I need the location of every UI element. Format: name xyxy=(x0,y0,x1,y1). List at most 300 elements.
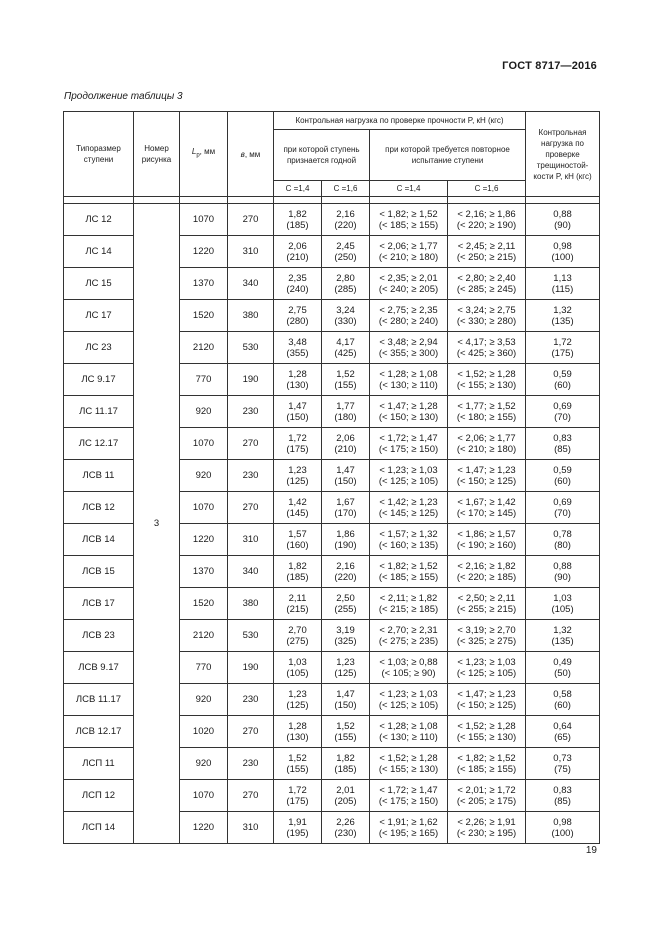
cell-crack-load-kgf: (135) xyxy=(551,315,574,327)
load-table xyxy=(63,111,600,844)
cell-retest-c14-kn: < 1,47; ≥ 1,28 xyxy=(379,400,438,412)
cell-accepted-c14 xyxy=(274,684,322,716)
cell-retest-c14-kn: < 1,82; ≥ 1,52 xyxy=(379,208,438,220)
cell-accepted-c14-kgf: (175) xyxy=(286,443,309,455)
cell-crack-load-kgf: (75) xyxy=(554,763,571,775)
cell-accepted-c16-kgf: (190) xyxy=(334,539,357,551)
cell-accepted-c14 xyxy=(274,396,322,428)
cell-b-kn: 230 xyxy=(242,470,259,481)
cell-size: ЛСВ 17 xyxy=(64,588,134,620)
cell-retest-c14-kgf: (< 125; ≥ 105) xyxy=(378,475,439,487)
cell-accepted-c14 xyxy=(274,812,322,844)
cell-b xyxy=(228,588,274,620)
cell-accepted-c14-kn: 1,47 xyxy=(288,400,307,412)
cell-size: ЛСП 11 xyxy=(64,748,134,780)
cell-crack-load-kgf: (90) xyxy=(554,571,571,583)
cell-lp xyxy=(180,652,228,684)
cell-b xyxy=(228,204,274,236)
cell-retest-c16-kn: < 2,16; ≥ 1,82 xyxy=(457,560,516,572)
cell-retest-c16 xyxy=(448,588,526,620)
cell-size: ЛСВ 15 xyxy=(64,556,134,588)
cell-lp-kn: 920 xyxy=(195,406,212,417)
cell-retest-c16-kn: < 1,52; ≥ 1,28 xyxy=(457,720,516,732)
cell-crack-load-kgf: (60) xyxy=(554,699,571,711)
cell-b xyxy=(228,780,274,812)
cell-retest-c16-kgf: (< 285; ≥ 245) xyxy=(456,283,517,295)
header-c16-retest: C =1,6 xyxy=(448,181,526,197)
cell-retest-c16-kn: < 1,47; ≥ 1,23 xyxy=(457,464,516,476)
cell-accepted-c14-kgf: (185) xyxy=(286,571,309,583)
cell-b xyxy=(228,524,274,556)
cell-crack-load xyxy=(526,428,600,460)
cell-lp xyxy=(180,492,228,524)
cell-retest-c16-kn: < 2,16; ≥ 1,86 xyxy=(457,208,516,220)
cell-accepted-c14-kn: 1,52 xyxy=(288,752,307,764)
cell-size: ЛСВ 14 xyxy=(64,524,134,556)
cell-b xyxy=(228,268,274,300)
cell-accepted-c14 xyxy=(274,716,322,748)
cell-crack-load-kgf: (90) xyxy=(554,219,571,231)
cell-crack-load-kn: 0,69 xyxy=(553,496,572,508)
cell-accepted-c14-kn: 1,28 xyxy=(288,720,307,732)
cell-retest-c16-kgf: (< 150; ≥ 125) xyxy=(456,699,517,711)
cell-crack-load-kn: 0,98 xyxy=(553,816,572,828)
cell-crack-load-kn: 0,49 xyxy=(553,656,572,668)
cell-accepted-c16-kgf: (250) xyxy=(334,251,357,263)
cell-retest-c14-kn: < 1,91; ≥ 1,62 xyxy=(379,816,438,828)
cell-accepted-c14 xyxy=(274,556,322,588)
cell-accepted-c14-kgf: (240) xyxy=(286,283,309,295)
cell-accepted-c14 xyxy=(274,364,322,396)
cell-accepted-c16-kn: 1,47 xyxy=(336,688,355,700)
cell-retest-c14-kn: < 2,35; ≥ 2,01 xyxy=(379,272,438,284)
cell-b-kn: 340 xyxy=(242,566,259,577)
cell-lp xyxy=(180,524,228,556)
cell-lp xyxy=(180,268,228,300)
cell-crack-load-kgf: (60) xyxy=(554,379,571,391)
cell-size: ЛСВ 11 xyxy=(64,460,134,492)
cell-accepted-c14 xyxy=(274,460,322,492)
cell-crack-load-kgf: (115) xyxy=(551,283,574,295)
cell-crack-load-kn: 0,88 xyxy=(553,560,572,572)
cell-crack-load xyxy=(526,716,600,748)
cell-b-kn: 310 xyxy=(242,246,259,257)
cell-retest-c16-kgf: (< 170; ≥ 145) xyxy=(456,507,517,519)
cell-crack-load-kgf: (85) xyxy=(554,443,571,455)
cell-retest-c16 xyxy=(448,620,526,652)
header-crack-load: Контрольная нагрузка по проверке трещиностой-кости P, кН (кгс) xyxy=(526,112,600,197)
cell-crack-load xyxy=(526,652,600,684)
cell-accepted-c16-kgf: (210) xyxy=(334,443,357,455)
cell-size: ЛСП 14 xyxy=(64,812,134,844)
cell-retest-c14-kgf: (< 175; ≥ 150) xyxy=(378,795,439,807)
cell-retest-c16-kgf: (< 150; ≥ 125) xyxy=(456,475,517,487)
cell-crack-load-kn: 0,64 xyxy=(553,720,572,732)
cell-retest-c14-kn: < 1,72; ≥ 1,47 xyxy=(379,432,438,444)
cell-retest-c14-kn: < 1,03; ≥ 0,88 xyxy=(379,656,438,668)
cell-lp-kn: 1070 xyxy=(192,214,215,225)
cell-accepted-c16-kn: 2,45 xyxy=(336,240,355,252)
spacer-cell xyxy=(526,197,600,204)
cell-retest-c16 xyxy=(448,684,526,716)
cell-retest-c14-kn: < 2,11; ≥ 1,82 xyxy=(379,592,438,604)
cell-accepted-c16-kn: 3,19 xyxy=(336,624,355,636)
cell-accepted-c16-kn: 1,77 xyxy=(336,400,355,412)
cell-crack-load-kgf: (100) xyxy=(551,251,574,263)
cell-retest-c14-kgf: (< 355; ≥ 300) xyxy=(378,347,439,359)
cell-retest-c14 xyxy=(370,588,448,620)
cell-retest-c14 xyxy=(370,460,448,492)
cell-b-kn: 190 xyxy=(242,374,259,385)
page-number: 19 xyxy=(585,845,597,856)
cell-accepted-c16-kgf: (220) xyxy=(334,219,357,231)
cell-retest-c14-kgf: (< 280; ≥ 240) xyxy=(378,315,439,327)
cell-retest-c16 xyxy=(448,812,526,844)
cell-retest-c14 xyxy=(370,748,448,780)
cell-crack-load xyxy=(526,748,600,780)
cell-accepted-c14 xyxy=(274,620,322,652)
cell-retest-c14-kgf: (< 240; ≥ 205) xyxy=(378,283,439,295)
cell-accepted-c16-kn: 1,82 xyxy=(336,752,355,764)
cell-retest-c16 xyxy=(448,492,526,524)
cell-accepted-c14-kn: 1,23 xyxy=(288,688,307,700)
cell-retest-c16-kn: < 3,24; ≥ 2,75 xyxy=(457,304,516,316)
cell-b xyxy=(228,652,274,684)
cell-retest-c16-kgf: (< 210; ≥ 180) xyxy=(456,443,517,455)
cell-b-kn: 270 xyxy=(242,502,259,513)
cell-accepted-c14 xyxy=(274,268,322,300)
cell-retest-c14 xyxy=(370,428,448,460)
cell-accepted-c16-kgf: (185) xyxy=(334,763,357,775)
cell-size: ЛС 17 xyxy=(64,300,134,332)
cell-accepted-c14-kgf: (145) xyxy=(286,507,309,519)
cell-retest-c14-kgf: (< 130; ≥ 110) xyxy=(379,379,438,391)
header-figure: Номер рисунка xyxy=(134,112,180,197)
cell-accepted-c14-kgf: (130) xyxy=(286,379,309,391)
cell-crack-load-kgf: (100) xyxy=(551,827,574,839)
header-c14-retest: C =1,4 xyxy=(370,181,448,197)
cell-lp-kn: 1020 xyxy=(192,726,215,737)
cell-accepted-c14 xyxy=(274,236,322,268)
cell-crack-load xyxy=(526,204,600,236)
cell-retest-c16-kgf: (< 220; ≥ 190) xyxy=(456,219,517,231)
cell-crack-load xyxy=(526,812,600,844)
header-b-symbol: в xyxy=(240,149,245,159)
cell-retest-c14-kn: < 1,42; ≥ 1,23 xyxy=(379,496,438,508)
cell-retest-c14 xyxy=(370,300,448,332)
cell-crack-load-kn: 0,83 xyxy=(553,784,572,796)
cell-retest-c16-kn: < 1,82; ≥ 1,52 xyxy=(457,752,516,764)
cell-crack-load xyxy=(526,524,600,556)
cell-retest-c16-kgf: (< 425; ≥ 360) xyxy=(456,347,517,359)
cell-retest-c16-kn: < 1,47; ≥ 1,23 xyxy=(457,688,516,700)
cell-crack-load-kgf: (105) xyxy=(551,603,574,615)
cell-lp xyxy=(180,716,228,748)
cell-lp-kn: 770 xyxy=(195,662,212,673)
cell-size: ЛС 9.17 xyxy=(64,364,134,396)
cell-retest-c16-kgf: (< 155; ≥ 130) xyxy=(456,731,517,743)
cell-accepted-c14-kgf: (280) xyxy=(286,315,309,327)
cell-b-kn: 340 xyxy=(242,278,259,289)
spacer-cell xyxy=(370,197,448,204)
cell-accepted-c14 xyxy=(274,300,322,332)
cell-accepted-c14-kn: 1,03 xyxy=(288,656,307,668)
cell-retest-c16 xyxy=(448,780,526,812)
cell-accepted-c16 xyxy=(322,524,370,556)
cell-accepted-c16 xyxy=(322,652,370,684)
cell-b xyxy=(228,364,274,396)
cell-b xyxy=(228,620,274,652)
cell-retest-c16-kn: < 2,50; ≥ 2,11 xyxy=(457,592,516,604)
cell-size: ЛС 23 xyxy=(64,332,134,364)
header-size: Типоразмер ступени xyxy=(64,112,134,197)
cell-accepted-c14 xyxy=(274,652,322,684)
cell-crack-load xyxy=(526,396,600,428)
cell-retest-c14-kn: < 2,75; ≥ 2,35 xyxy=(379,304,438,316)
cell-retest-c14-kn: < 3,48; ≥ 2,94 xyxy=(379,336,438,348)
cell-accepted-c16 xyxy=(322,460,370,492)
cell-retest-c16 xyxy=(448,300,526,332)
cell-retest-c14-kgf: (< 150; ≥ 130) xyxy=(378,411,439,423)
cell-b-kn: 310 xyxy=(242,534,259,545)
cell-lp xyxy=(180,332,228,364)
cell-retest-c16-kgf: (< 125; ≥ 105) xyxy=(456,667,517,679)
cell-accepted-c14-kn: 1,72 xyxy=(288,432,307,444)
cell-crack-load-kgf: (135) xyxy=(551,635,574,647)
cell-crack-load xyxy=(526,332,600,364)
cell-size: ЛСВ 11.17 xyxy=(64,684,134,716)
spacer-cell xyxy=(134,197,180,204)
cell-accepted-c16 xyxy=(322,332,370,364)
cell-accepted-c14 xyxy=(274,748,322,780)
cell-accepted-c14-kgf: (275) xyxy=(286,635,309,647)
table-body xyxy=(64,197,600,844)
cell-retest-c16-kn: < 2,45; ≥ 2,11 xyxy=(457,240,516,252)
cell-retest-c16-kgf: (< 180; ≥ 155) xyxy=(456,411,517,423)
cell-accepted-c14-kn: 1,23 xyxy=(288,464,307,476)
cell-retest-c14 xyxy=(370,236,448,268)
cell-b-kn: 270 xyxy=(242,438,259,449)
cell-lp-kn: 770 xyxy=(195,374,212,385)
cell-lp-kn: 1070 xyxy=(192,790,215,801)
cell-accepted-c16 xyxy=(322,396,370,428)
cell-crack-load-kgf: (85) xyxy=(554,795,571,807)
cell-accepted-c16-kn: 1,52 xyxy=(336,368,355,380)
cell-b-kn: 530 xyxy=(242,630,259,641)
cell-lp-kn: 1220 xyxy=(192,246,215,257)
cell-size: ЛСВ 12 xyxy=(64,492,134,524)
cell-crack-load-kn: 0,59 xyxy=(553,368,572,380)
cell-b xyxy=(228,332,274,364)
cell-accepted-c16 xyxy=(322,716,370,748)
cell-crack-load-kn: 0,88 xyxy=(553,208,572,220)
cell-b-kn: 230 xyxy=(242,406,259,417)
cell-lp xyxy=(180,812,228,844)
cell-crack-load-kn: 0,78 xyxy=(553,528,572,540)
cell-accepted-c16-kgf: (150) xyxy=(334,475,357,487)
cell-accepted-c14-kgf: (195) xyxy=(286,827,309,839)
cell-accepted-c16-kgf: (170) xyxy=(334,507,357,519)
cell-retest-c16-kn: < 1,52; ≥ 1,28 xyxy=(457,368,516,380)
cell-retest-c14 xyxy=(370,204,448,236)
cell-accepted-c16-kn: 1,47 xyxy=(336,464,355,476)
cell-retest-c16-kn: < 2,26; ≥ 1,91 xyxy=(457,816,516,828)
cell-accepted-c16-kgf: (220) xyxy=(334,571,357,583)
cell-retest-c14 xyxy=(370,556,448,588)
cell-retest-c16-kgf: (< 250; ≥ 215) xyxy=(456,251,517,263)
cell-retest-c14-kn: < 2,70; ≥ 2,31 xyxy=(379,624,438,636)
cell-retest-c16 xyxy=(448,716,526,748)
cell-retest-c14-kn: < 2,06; ≥ 1,77 xyxy=(379,240,438,252)
cell-lp xyxy=(180,588,228,620)
cell-retest-c14-kgf: (< 175; ≥ 150) xyxy=(378,443,439,455)
cell-accepted-c16-kn: 1,23 xyxy=(336,656,355,668)
cell-accepted-c16-kn: 4,17 xyxy=(336,336,355,348)
cell-retest-c16 xyxy=(448,428,526,460)
cell-accepted-c16-kn: 2,01 xyxy=(336,784,355,796)
cell-crack-load-kn: 0,73 xyxy=(553,752,572,764)
cell-retest-c16-kn: < 1,23; ≥ 1,03 xyxy=(457,656,516,668)
cell-retest-c14-kgf: (< 210; ≥ 180) xyxy=(378,251,439,263)
cell-accepted-c16 xyxy=(322,300,370,332)
cell-retest-c14-kgf: (< 215; ≥ 185) xyxy=(378,603,439,615)
cell-retest-c14-kgf: (< 130; ≥ 110) xyxy=(379,731,438,743)
header-lp-unit: , мм xyxy=(199,147,216,157)
cell-accepted-c16-kgf: (425) xyxy=(334,347,357,359)
cell-accepted-c16 xyxy=(322,684,370,716)
cell-accepted-c16-kn: 2,16 xyxy=(336,208,355,220)
cell-crack-load-kn: 0,58 xyxy=(553,688,572,700)
table-row xyxy=(64,204,600,236)
cell-crack-load xyxy=(526,268,600,300)
cell-accepted-c16-kgf: (205) xyxy=(334,795,357,807)
cell-retest-c16 xyxy=(448,332,526,364)
cell-accepted-c16-kgf: (230) xyxy=(334,827,357,839)
cell-size: ЛСВ 9.17 xyxy=(64,652,134,684)
cell-crack-load xyxy=(526,460,600,492)
cell-accepted-c14-kn: 1,82 xyxy=(288,208,307,220)
cell-b-kn: 230 xyxy=(242,758,259,769)
cell-retest-c14-kgf: (< 155; ≥ 130) xyxy=(378,763,439,775)
cell-b xyxy=(228,300,274,332)
table-continuation-caption: Продолжение таблицы 3 xyxy=(64,91,183,102)
cell-accepted-c16 xyxy=(322,268,370,300)
header-b-unit: , мм xyxy=(244,149,261,159)
cell-retest-c16-kgf: (< 220; ≥ 185) xyxy=(456,571,517,583)
cell-retest-c14-kgf: (< 125; ≥ 105) xyxy=(378,699,439,711)
cell-b xyxy=(228,684,274,716)
cell-crack-load-kn: 1,32 xyxy=(553,624,572,636)
cell-accepted-c16-kgf: (150) xyxy=(334,699,357,711)
cell-accepted-c14 xyxy=(274,332,322,364)
cell-lp xyxy=(180,780,228,812)
cell-retest-c16 xyxy=(448,652,526,684)
cell-lp-kn: 2120 xyxy=(192,630,215,641)
cell-retest-c16-kn: < 2,01; ≥ 1,72 xyxy=(457,784,516,796)
cell-crack-load xyxy=(526,300,600,332)
cell-accepted-c14-kn: 2,75 xyxy=(288,304,307,316)
cell-b-kn: 530 xyxy=(242,342,259,353)
cell-lp xyxy=(180,364,228,396)
cell-retest-c14 xyxy=(370,268,448,300)
cell-retest-c16-kn: < 2,80; ≥ 2,40 xyxy=(457,272,516,284)
cell-accepted-c16-kgf: (325) xyxy=(334,635,357,647)
cell-accepted-c14 xyxy=(274,588,322,620)
cell-lp-kn: 1370 xyxy=(192,278,215,289)
cell-lp-kn: 1520 xyxy=(192,310,215,321)
cell-accepted-c16 xyxy=(322,236,370,268)
cell-lp xyxy=(180,428,228,460)
cell-accepted-c16 xyxy=(322,588,370,620)
spacer-cell xyxy=(228,197,274,204)
cell-lp xyxy=(180,396,228,428)
cell-retest-c14 xyxy=(370,716,448,748)
cell-retest-c14 xyxy=(370,812,448,844)
cell-accepted-c14-kn: 2,11 xyxy=(288,592,307,604)
cell-accepted-c16-kn: 2,16 xyxy=(336,560,355,572)
cell-b xyxy=(228,396,274,428)
cell-retest-c14-kn: < 1,23; ≥ 1,03 xyxy=(379,464,438,476)
cell-crack-load xyxy=(526,780,600,812)
cell-accepted-c14-kn: 1,28 xyxy=(288,368,307,380)
cell-accepted-c14-kn: 2,70 xyxy=(288,624,307,636)
cell-retest-c14-kgf: (< 105; ≥ 90) xyxy=(381,667,436,679)
cell-b-kn: 380 xyxy=(242,598,259,609)
cell-retest-c14-kn: < 1,52; ≥ 1,28 xyxy=(379,752,438,764)
cell-size: ЛС 12.17 xyxy=(64,428,134,460)
cell-retest-c14-kn: < 1,82; ≥ 1,52 xyxy=(379,560,438,572)
cell-retest-c14-kgf: (< 145; ≥ 125) xyxy=(378,507,439,519)
cell-retest-c14 xyxy=(370,364,448,396)
cell-b xyxy=(228,556,274,588)
header-lp xyxy=(180,112,228,197)
cell-lp-kn: 1370 xyxy=(192,566,215,577)
cell-retest-c16-kgf: (< 330; ≥ 280) xyxy=(456,315,517,327)
cell-size: ЛС 12 xyxy=(64,204,134,236)
cell-retest-c14 xyxy=(370,396,448,428)
cell-retest-c14-kgf: (< 275; ≥ 235) xyxy=(378,635,439,647)
cell-accepted-c16-kn: 2,80 xyxy=(336,272,355,284)
cell-retest-c16 xyxy=(448,556,526,588)
cell-accepted-c16-kgf: (255) xyxy=(334,603,357,615)
cell-retest-c14-kn: < 1,28; ≥ 1,08 xyxy=(379,368,438,380)
cell-retest-c14-kgf: (< 195; ≥ 165) xyxy=(378,827,439,839)
cell-accepted-c16-kn: 1,52 xyxy=(336,720,355,732)
cell-retest-c16-kgf: (< 325; ≥ 275) xyxy=(456,635,517,647)
cell-size: ЛС 15 xyxy=(64,268,134,300)
cell-retest-c16 xyxy=(448,524,526,556)
cell-b-kn: 190 xyxy=(242,662,259,673)
cell-lp xyxy=(180,556,228,588)
cell-crack-load xyxy=(526,588,600,620)
header-c14-accepted: C =1,4 xyxy=(274,181,322,197)
cell-accepted-c16-kn: 2,50 xyxy=(336,592,355,604)
cell-crack-load-kgf: (60) xyxy=(554,475,571,487)
header-control-load-group: Контрольная нагрузка по проверке прочности P, кН (кгс) xyxy=(274,112,526,130)
header-c16-accepted: C =1,6 xyxy=(322,181,370,197)
cell-accepted-c16-kgf: (155) xyxy=(334,379,357,391)
cell-accepted-c16 xyxy=(322,492,370,524)
cell-b-kn: 270 xyxy=(242,790,259,801)
document-standard-title: ГОСТ 8717—2016 xyxy=(502,60,597,72)
cell-b xyxy=(228,428,274,460)
cell-crack-load xyxy=(526,236,600,268)
cell-lp-kn: 1070 xyxy=(192,438,215,449)
cell-crack-load xyxy=(526,556,600,588)
cell-accepted-c14-kgf: (130) xyxy=(286,731,309,743)
cell-crack-load-kgf: (80) xyxy=(554,539,571,551)
cell-retest-c16-kn: < 1,67; ≥ 1,42 xyxy=(457,496,516,508)
